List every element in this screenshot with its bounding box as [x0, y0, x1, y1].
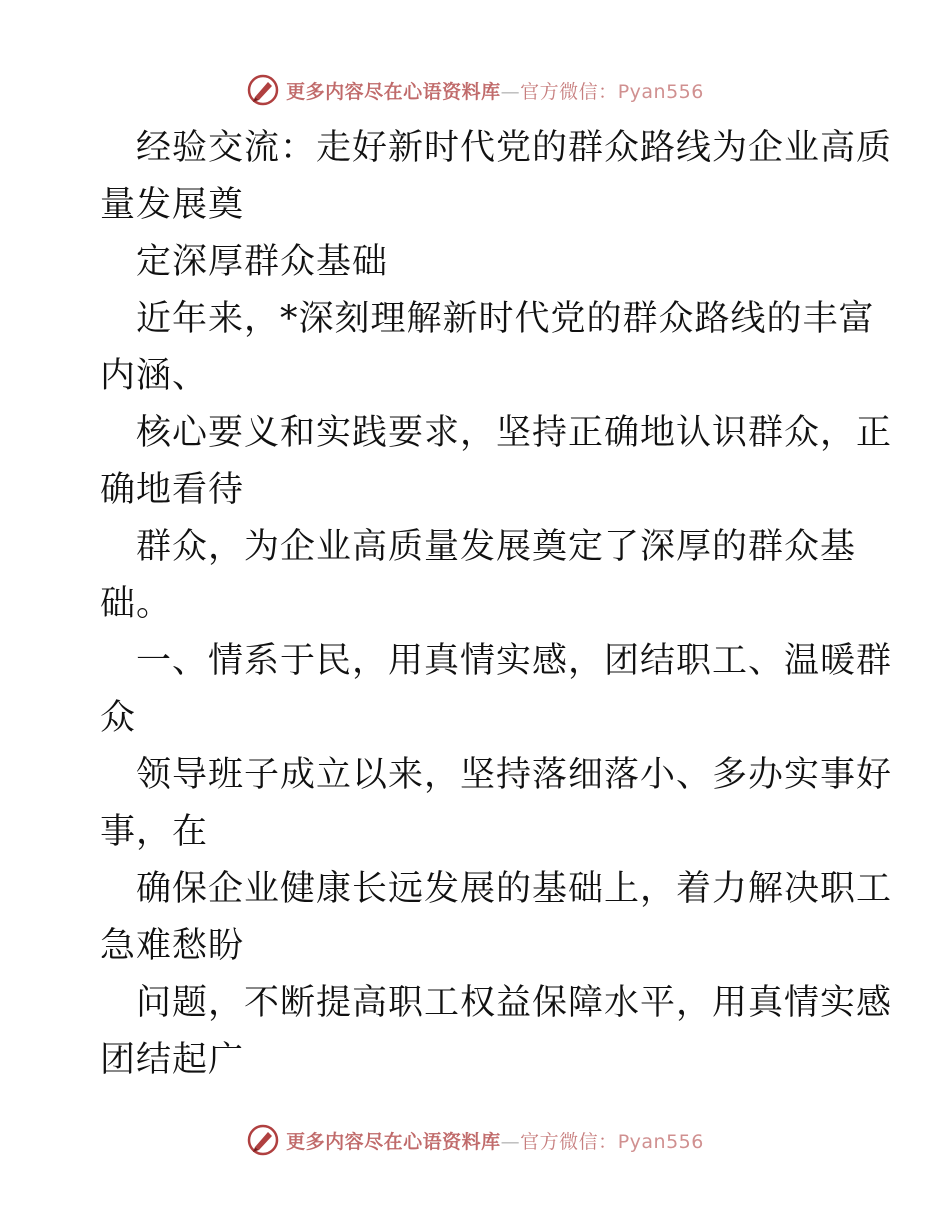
document-body	[100, 120, 893, 1089]
text-line: 确保企业健康长远发展的基础上，着力解决职工	[136, 869, 893, 909]
text-line: 经验交流：走好新时代党的群众路线为企业高质	[136, 128, 893, 168]
text-line: 急难愁盼	[100, 926, 245, 966]
text-line: 众	[100, 698, 137, 738]
watermark-separator: —	[500, 80, 521, 103]
watermark-text	[286, 77, 704, 104]
watermark-brand: 更多内容尽在心语资料库	[286, 1130, 501, 1153]
watermark-separator: —	[500, 1130, 521, 1153]
watermark-handle: Pyan556	[617, 80, 704, 103]
text-line: 领导班子成立以来，坚持落细落小、多办实事好	[136, 755, 893, 795]
watermark-label: 官方微信：	[520, 80, 618, 103]
header-watermark	[0, 72, 950, 108]
text-line: 一、情系于民，用真情实感，团结职工、温暖群	[136, 641, 893, 681]
text-line: 团结起广	[100, 1040, 245, 1080]
text-line: 内涵、	[100, 356, 209, 396]
watermark-text	[286, 1127, 704, 1154]
text-line: 群众，为企业高质量发展奠定了深厚的群众基	[136, 527, 857, 567]
pen-logo-icon	[246, 73, 280, 107]
text-line: 定深厚群众基础	[136, 242, 389, 282]
pen-logo-icon	[246, 1123, 280, 1157]
text-line: 量发展奠	[100, 185, 245, 225]
watermark-label: 官方微信：	[520, 1130, 618, 1153]
watermark-brand: 更多内容尽在心语资料库	[286, 80, 501, 103]
footer-watermark	[0, 1122, 950, 1158]
text-line: 事，在	[100, 812, 209, 852]
watermark-handle: Pyan556	[617, 1130, 704, 1153]
text-line: 础。	[100, 584, 173, 624]
text-line: 近年来，*深刻理解新时代党的群众路线的丰富	[136, 299, 875, 339]
text-line: 核心要义和实践要求，坚持正确地认识群众，正	[136, 413, 893, 453]
text-line: 确地看待	[100, 470, 245, 510]
text-line: 问题，不断提高职工权益保障水平，用真情实感	[136, 983, 893, 1023]
